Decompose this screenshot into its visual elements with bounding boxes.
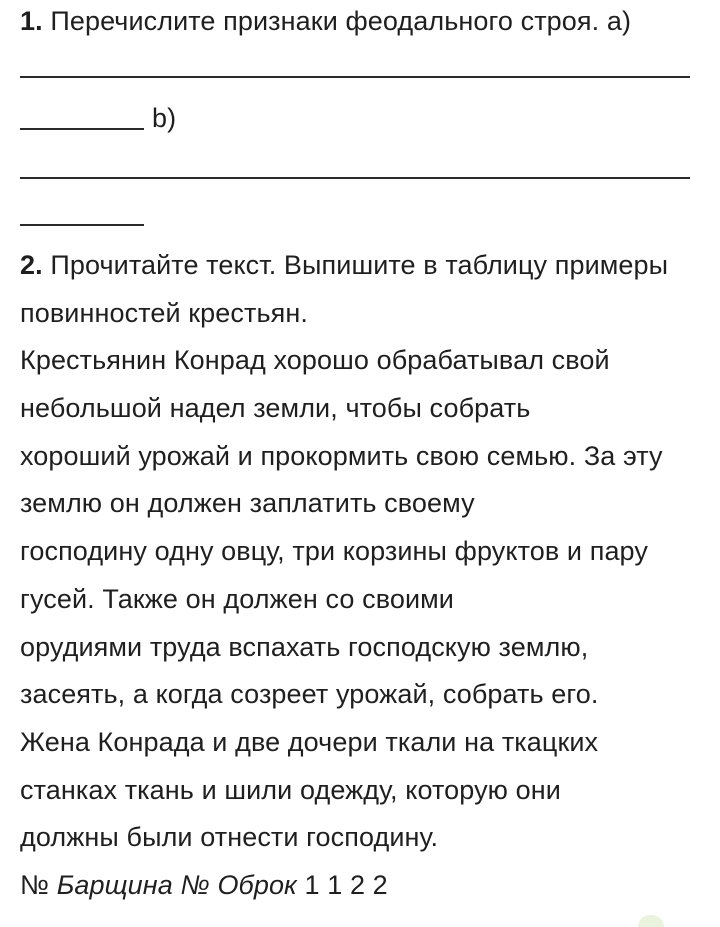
question-2-intro-line-1: 2. Прочитайте текст. Выпишите в таблицу примеры	[20, 250, 669, 280]
question-1-number: 1.	[20, 6, 43, 36]
passage-line: небольшой надел земли, чтобы собрать	[20, 393, 531, 423]
table-column-barshchina: Барщина	[56, 870, 173, 900]
passage-line: Крестьянин Конрад хорошо обрабатывал свой	[20, 345, 610, 375]
answer-blank-a-end[interactable]	[20, 128, 144, 130]
table-column-obrok: Оброк	[217, 870, 297, 900]
passage-line: господину одну овцу, три корзины фруктов и пару	[20, 536, 648, 566]
table-header-line	[20, 868, 696, 902]
question-1	[20, 4, 696, 38]
table-number-label-1: №	[20, 870, 50, 900]
answer-blank-b-end[interactable]	[20, 224, 144, 226]
passage-line: гусей. Также он должен со своими	[20, 584, 454, 614]
passage-line: станках ткань и шили одежду, которую они	[20, 775, 561, 805]
answer-blank-b-line[interactable]	[20, 177, 690, 179]
passage-line: засеять, а когда созреет урожай, собрать его.	[20, 679, 599, 709]
passage-line: хороший урожай и прокормить свою семью. За эту	[20, 441, 663, 471]
passage-line: землю он должен заплатить своему	[20, 488, 475, 518]
option-b-label: b)	[152, 103, 177, 133]
table-row-values: 1 1 2 2	[304, 870, 388, 900]
passage-line: Жена Конрада и две дочери ткали на ткацких	[20, 727, 599, 757]
answer-blank-a-line[interactable]	[20, 76, 690, 78]
question-2-intro-line-2: повинностей крестьян.	[20, 298, 308, 328]
passage-line: орудиями труда вспахать господскую землю,	[20, 632, 589, 662]
passage-line: должны были отнести господину.	[20, 822, 439, 852]
corner-decoration	[638, 915, 664, 927]
table-number-label-2: №	[180, 870, 210, 900]
question-2-number: 2.	[20, 250, 43, 280]
question-1-text: Перечислите признаки феодального строя. а)	[50, 6, 632, 36]
